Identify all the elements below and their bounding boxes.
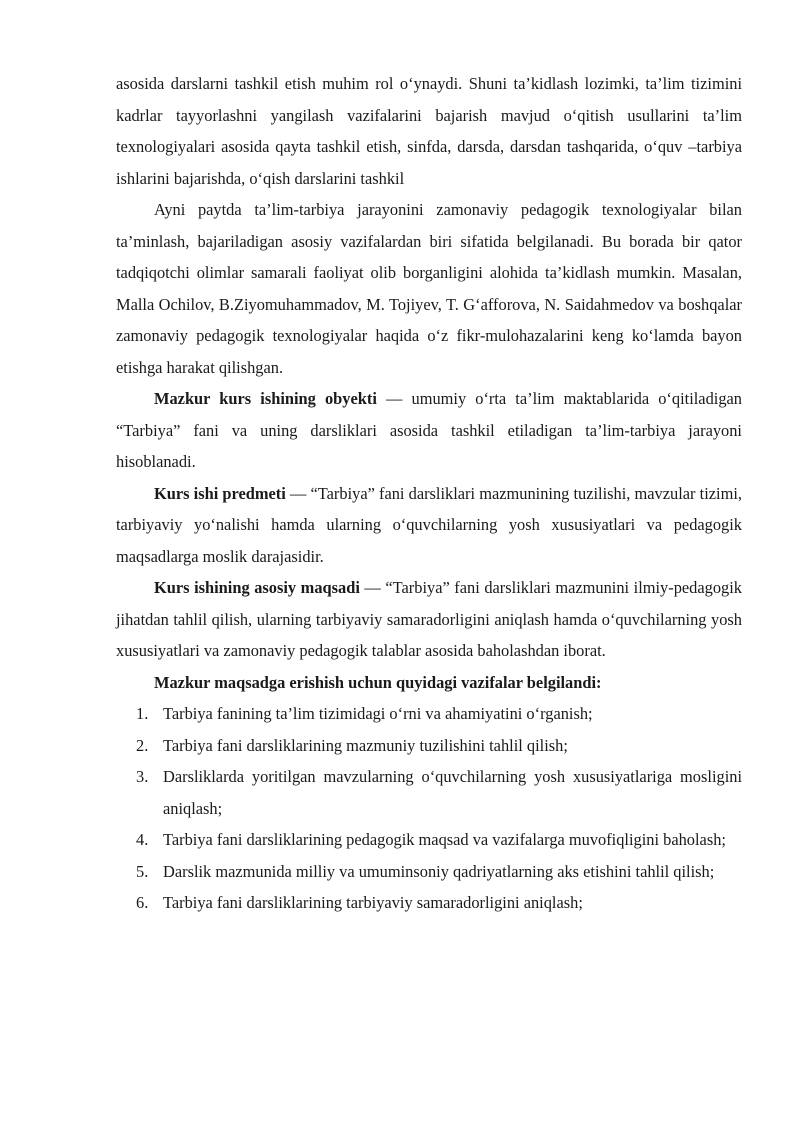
research-object-heading: Mazkur kurs ishining obyekti xyxy=(154,389,377,408)
document-page xyxy=(116,68,742,919)
tasks-heading: Mazkur maqsadga erishish uchun quyidagi vazifalar belgilandi: xyxy=(154,672,602,692)
list-item-number: 6. xyxy=(136,893,149,912)
paragraph-intro-continuation: asosida darslarni tashkil etish muhim rol o‘ynaydi. Shuni ta’kidlash lozimki, ta’lim tizimini kadrlar tayyorlashni yangilash vazifalarini bajarish mavjud o‘qitish usullarini ta’lim texnologiyalari asosida qayta tashkil etish, sinfda, darsda, darsdan tashqarida, o‘quv –tarbiya ishlarini bajarishda, o‘qish darslarini tashkil xyxy=(116,74,742,188)
list-item-number: 1. xyxy=(136,704,149,723)
list-item xyxy=(116,824,742,856)
paragraph-research-object xyxy=(116,383,742,478)
list-item-text: Darsliklarda yoritilgan mavzularning o‘quvchilarning yosh xususiyatlariga mosligini aniqlash; xyxy=(163,767,742,818)
research-subject-text: — “Tarbiya” fani darsliklari mazmunining tuzilishi, mavzular tizimi, tarbiyaviy yo‘nalishi hamda ularning o‘quvchilarning yosh xususiyatlari va pedagogik maqsadlarga moslik darajasidir. xyxy=(116,483,742,566)
paragraph-research-subject xyxy=(116,478,742,573)
research-subject-heading: Kurs ishi predmeti xyxy=(154,483,286,503)
list-item-number: 5. xyxy=(136,861,149,881)
list-item xyxy=(116,698,742,730)
research-goal-text: — “Tarbiya” fani darsliklari mazmunini ilmiy-pedagogik jihatdan tahlil qilish, ularning tarbiyaviy samaradorligini aniqlash hamda o‘quvchilarning yosh xususiyatlari va zamonaviy pedagogik talablar asosida baholashdan iborat. xyxy=(116,578,742,660)
list-item xyxy=(116,761,742,824)
list-item-text: Tarbiya fanining ta’lim tizimidagi o‘rni va ahamiyatini o‘rganish; xyxy=(163,704,593,723)
paragraph-pedagogical-technologies: Ayni paytda ta’lim-tarbiya jarayonini zamonaviy pedagogik texnologiyalar bilan ta’minlash, bajariladigan asosiy vazifalardan biri sifatida belgilanadi. Bu borada bir qator tadqiqotchi olimlar samarali faoliyat olib borganligini alohida ta’kidlash mumkin. Masalan, Malla Ochilov, B.Ziyomuhammadov, M. Tojiyev, T. G‘afforova, N. Saidahmedov va boshqalar zamonaviy pedagogik texnologiyalar haqida o‘z fikr-mulohazalarini keng ko‘lamda bayon etishga harakat qilishgan. xyxy=(116,200,742,377)
list-item-number: 3. xyxy=(136,767,149,786)
list-item-number: 2. xyxy=(136,735,149,755)
paragraph-research-goal xyxy=(116,572,742,667)
list-item-number: 4. xyxy=(136,830,149,849)
research-object-text: — umumiy o‘rta ta’lim maktablarida o‘qitiladigan “Tarbiya” fani va uning darsliklari asosida tashkil etiladigan ta’lim-tarbiya jarayoni hisoblanadi. xyxy=(116,389,742,471)
list-item-text: Tarbiya fani darsliklarining mazmuniy tuzilishini tahlil qilish; xyxy=(163,735,568,755)
research-goal-heading: Kurs ishining asosiy maqsadi xyxy=(154,578,360,597)
list-item-text: Tarbiya fani darsliklarining pedagogik maqsad va vazifalarga muvofiqligini baholash; xyxy=(163,830,726,849)
list-item xyxy=(116,887,742,919)
list-item-text: Darslik mazmunida milliy va umuminsoniy qadriyatlarning aks etishini tahlil qilish; xyxy=(163,861,715,881)
tasks-list xyxy=(116,698,742,919)
list-item xyxy=(116,856,742,888)
list-item xyxy=(116,730,742,762)
list-item-text: Tarbiya fani darsliklarining tarbiyaviy samaradorligini aniqlash; xyxy=(163,893,583,912)
